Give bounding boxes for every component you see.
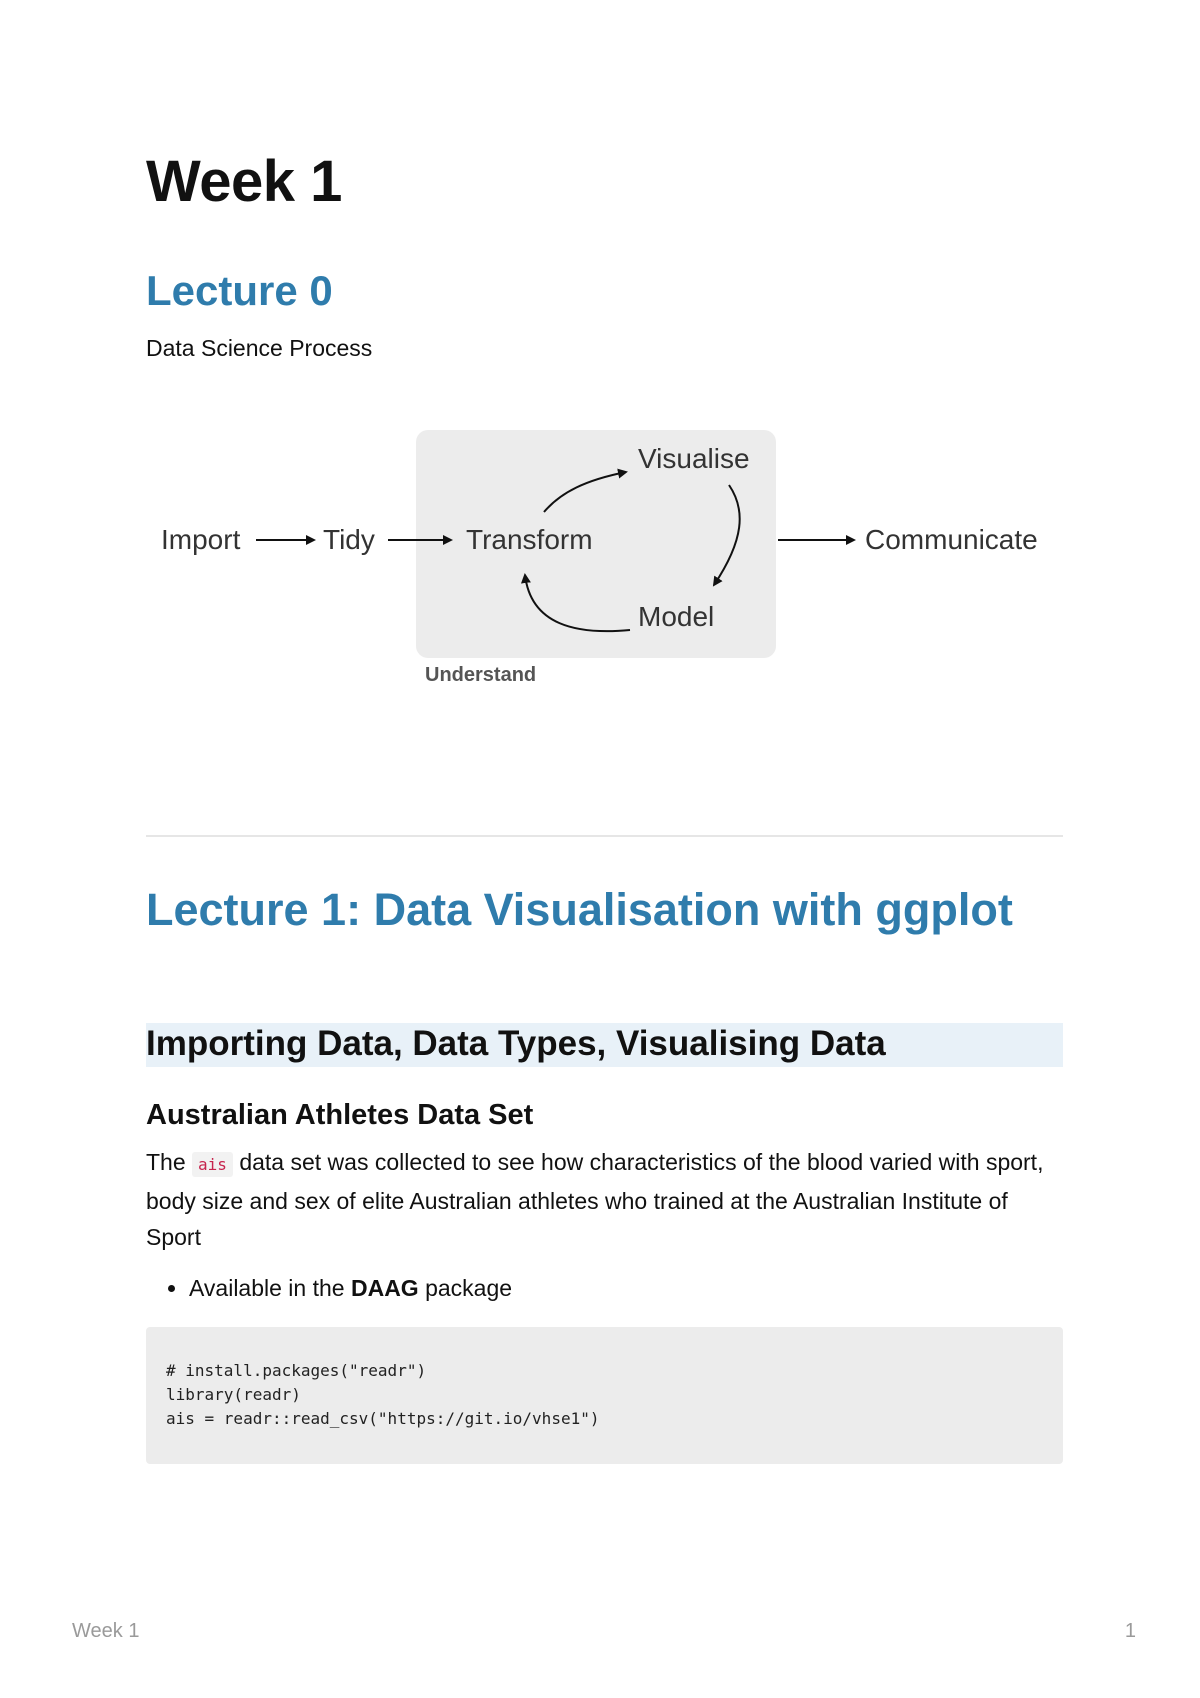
data-science-process-diagram [146,420,1063,700]
footer-page-number: 1 [1124,1620,1136,1642]
code-line-library: library(readr) [166,1385,301,1404]
section-divider [146,835,1063,837]
inline-code-ais: ais [192,1152,233,1177]
code-line-read-csv: ais = readr::read_csv("https://git.io/vhse1") [166,1409,600,1428]
diagram-node-transform: Transform [466,524,593,555]
understand-group-label: Understand [425,664,537,686]
bullet-text-before: Available in the [189,1275,351,1301]
lecture-1-heading: Lecture 1: Data Visualisation with ggplot [146,884,1013,935]
code-block [146,1327,1063,1464]
document-title: Week 1 [146,149,342,214]
subsection-heading-athletes: Australian Athletes Data Set [146,1099,534,1131]
footer-title: Week 1 [72,1620,140,1642]
bullet-text-daag: DAAG [350,1275,419,1301]
diagram-node-import: Import [161,524,241,555]
diagram-node-visualise: Visualise [638,443,750,474]
code-line-install: # install.packages("readr") [166,1361,427,1380]
paragraph-text-before: The [146,1149,193,1175]
diagram-node-communicate: Communicate [865,524,1038,555]
diagram-node-tidy: Tidy [323,524,375,555]
bullet-text-after: package [418,1275,513,1301]
lecture-0-heading: Lecture 0 [146,267,333,314]
paragraph-text-after: data set was collected to see how characteristics of the blood varied with sport, body size and sex of elite Australian athletes who trained at the Australian Institute of Sport [146,1149,1044,1250]
ais-description-paragraph [146,1144,1063,1255]
diagram-node-model: Model [638,601,715,632]
lecture-0-subtitle: Data Science Process [146,335,373,361]
bullet-list [146,1272,512,1304]
list-item-daag [189,1272,512,1304]
section-heading-importing-data: Importing Data, Data Types, Visualising Data [146,1023,1063,1067]
